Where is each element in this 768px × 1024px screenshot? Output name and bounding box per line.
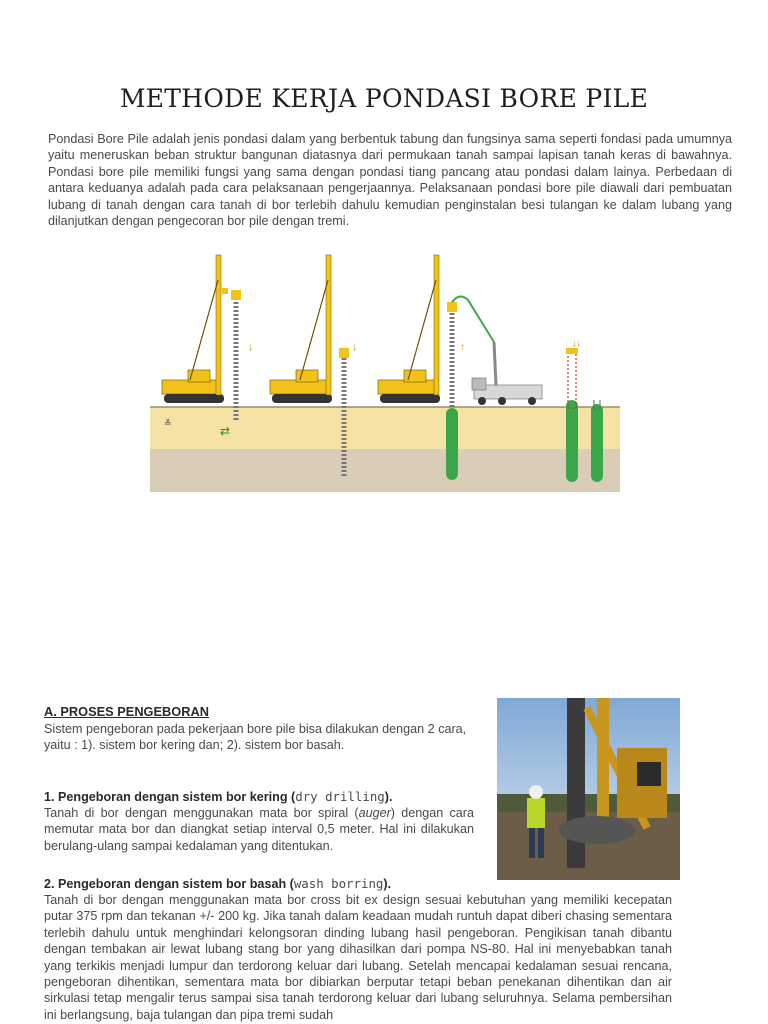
section-a-title: A. PROSES PENGEBORAN [44, 704, 209, 719]
svg-text:↓: ↓ [248, 342, 253, 353]
section-a-text: Sistem pengeboran pada pekerjaan bore pile bisa dilakukan dengan 2 cara, yaitu : 1). sistem bor kering dan; 2). sistem bor basah. [44, 722, 467, 753]
subsection-2-text: Tanah di bor dengan menggunakan mata bor cross bit ex design sesuai kebutuhan yang memiliki kecepatan putar 375 rpm dan tekanan +/- 200 kg. Jika tanah dalam keadaan mudah runtuh dapat diberi chasing sementara terlebih dahulu untuk menghindari kelongsoran dinding lubang hasil pengeboran. Pengikisan tanah dibantu dengan tembakan air lewat lubang stang bor yang dihasilkan dari pompa NS-80. Hal ini menyebabkan tanah yang terkikis menjadi lumpur dan terdorong keluar dari lubang. Setelah mencapai kedalaman sesuai rencana, pengeboran dihentikan, sementara mata bor dibiarkan berputar tetapi beban penekanan dihentikan dan air sirkulasi tetap mengalir terus sampai sisa tanah terdorong keluar dari lubang seluruhnya. Selama pembersihan ini berlangsung, baja tulangan dan pipa tremi sudah [44, 893, 672, 1022]
drilling-rig-photo [497, 698, 680, 880]
svg-text:↓: ↓ [352, 342, 357, 353]
document-title: METHODE KERJA PONDASI BORE PILE [119, 84, 649, 113]
subsection-1-heading: 1. Pengeboran dengan sistem bor kering (dry drilling). [44, 789, 393, 804]
subsection-2-heading: 2. Pengeboran dengan sistem bor basah (wash borring). [44, 876, 392, 891]
intro-paragraph: Pondasi Bore Pile adalah jenis pondasi dalam yang berbentuk tabung dan fungsinya sama seperti fondasi pada umumnya yaitu meneruskan beban struktur bangunan diatasnya dari permukaan tanah sampai lapisan tanah keras di bawahnya. Pondasi bore pile memiliki fungsi yang sama dengan pondasi tiang pancang atau pondasi dalam lainya. Perbedaan di antara keduanya adalah pada cara pelaksanaan pengerjaannya. Pelaksanaan pondasi bore pile diawali dari pembuatan lubang di tanah dengan cara tanah di bor terlebih dahulu kemudian penginstalan besi tulangan ke dalam lubang yang dilanjutkan dengan pengecoran bor pile dengan tremi. [48, 132, 732, 229]
subsection-1-text: Tanah di bor dengan menggunakan mata bor spiral (auger) dengan cara memutar mata bor dan diangkat setiap interval 0,5 meter. Hal ini dilakukan berulang-ulang sampai kedalaman yang ditentukan. [44, 806, 474, 853]
svg-text:↓↓: ↓↓ [572, 338, 581, 348]
bore-pile-stages-illustration [150, 250, 620, 492]
svg-text:≚: ≚ [164, 419, 172, 429]
svg-text:⇄: ⇄ [220, 424, 231, 438]
svg-text:↑: ↑ [460, 342, 465, 353]
